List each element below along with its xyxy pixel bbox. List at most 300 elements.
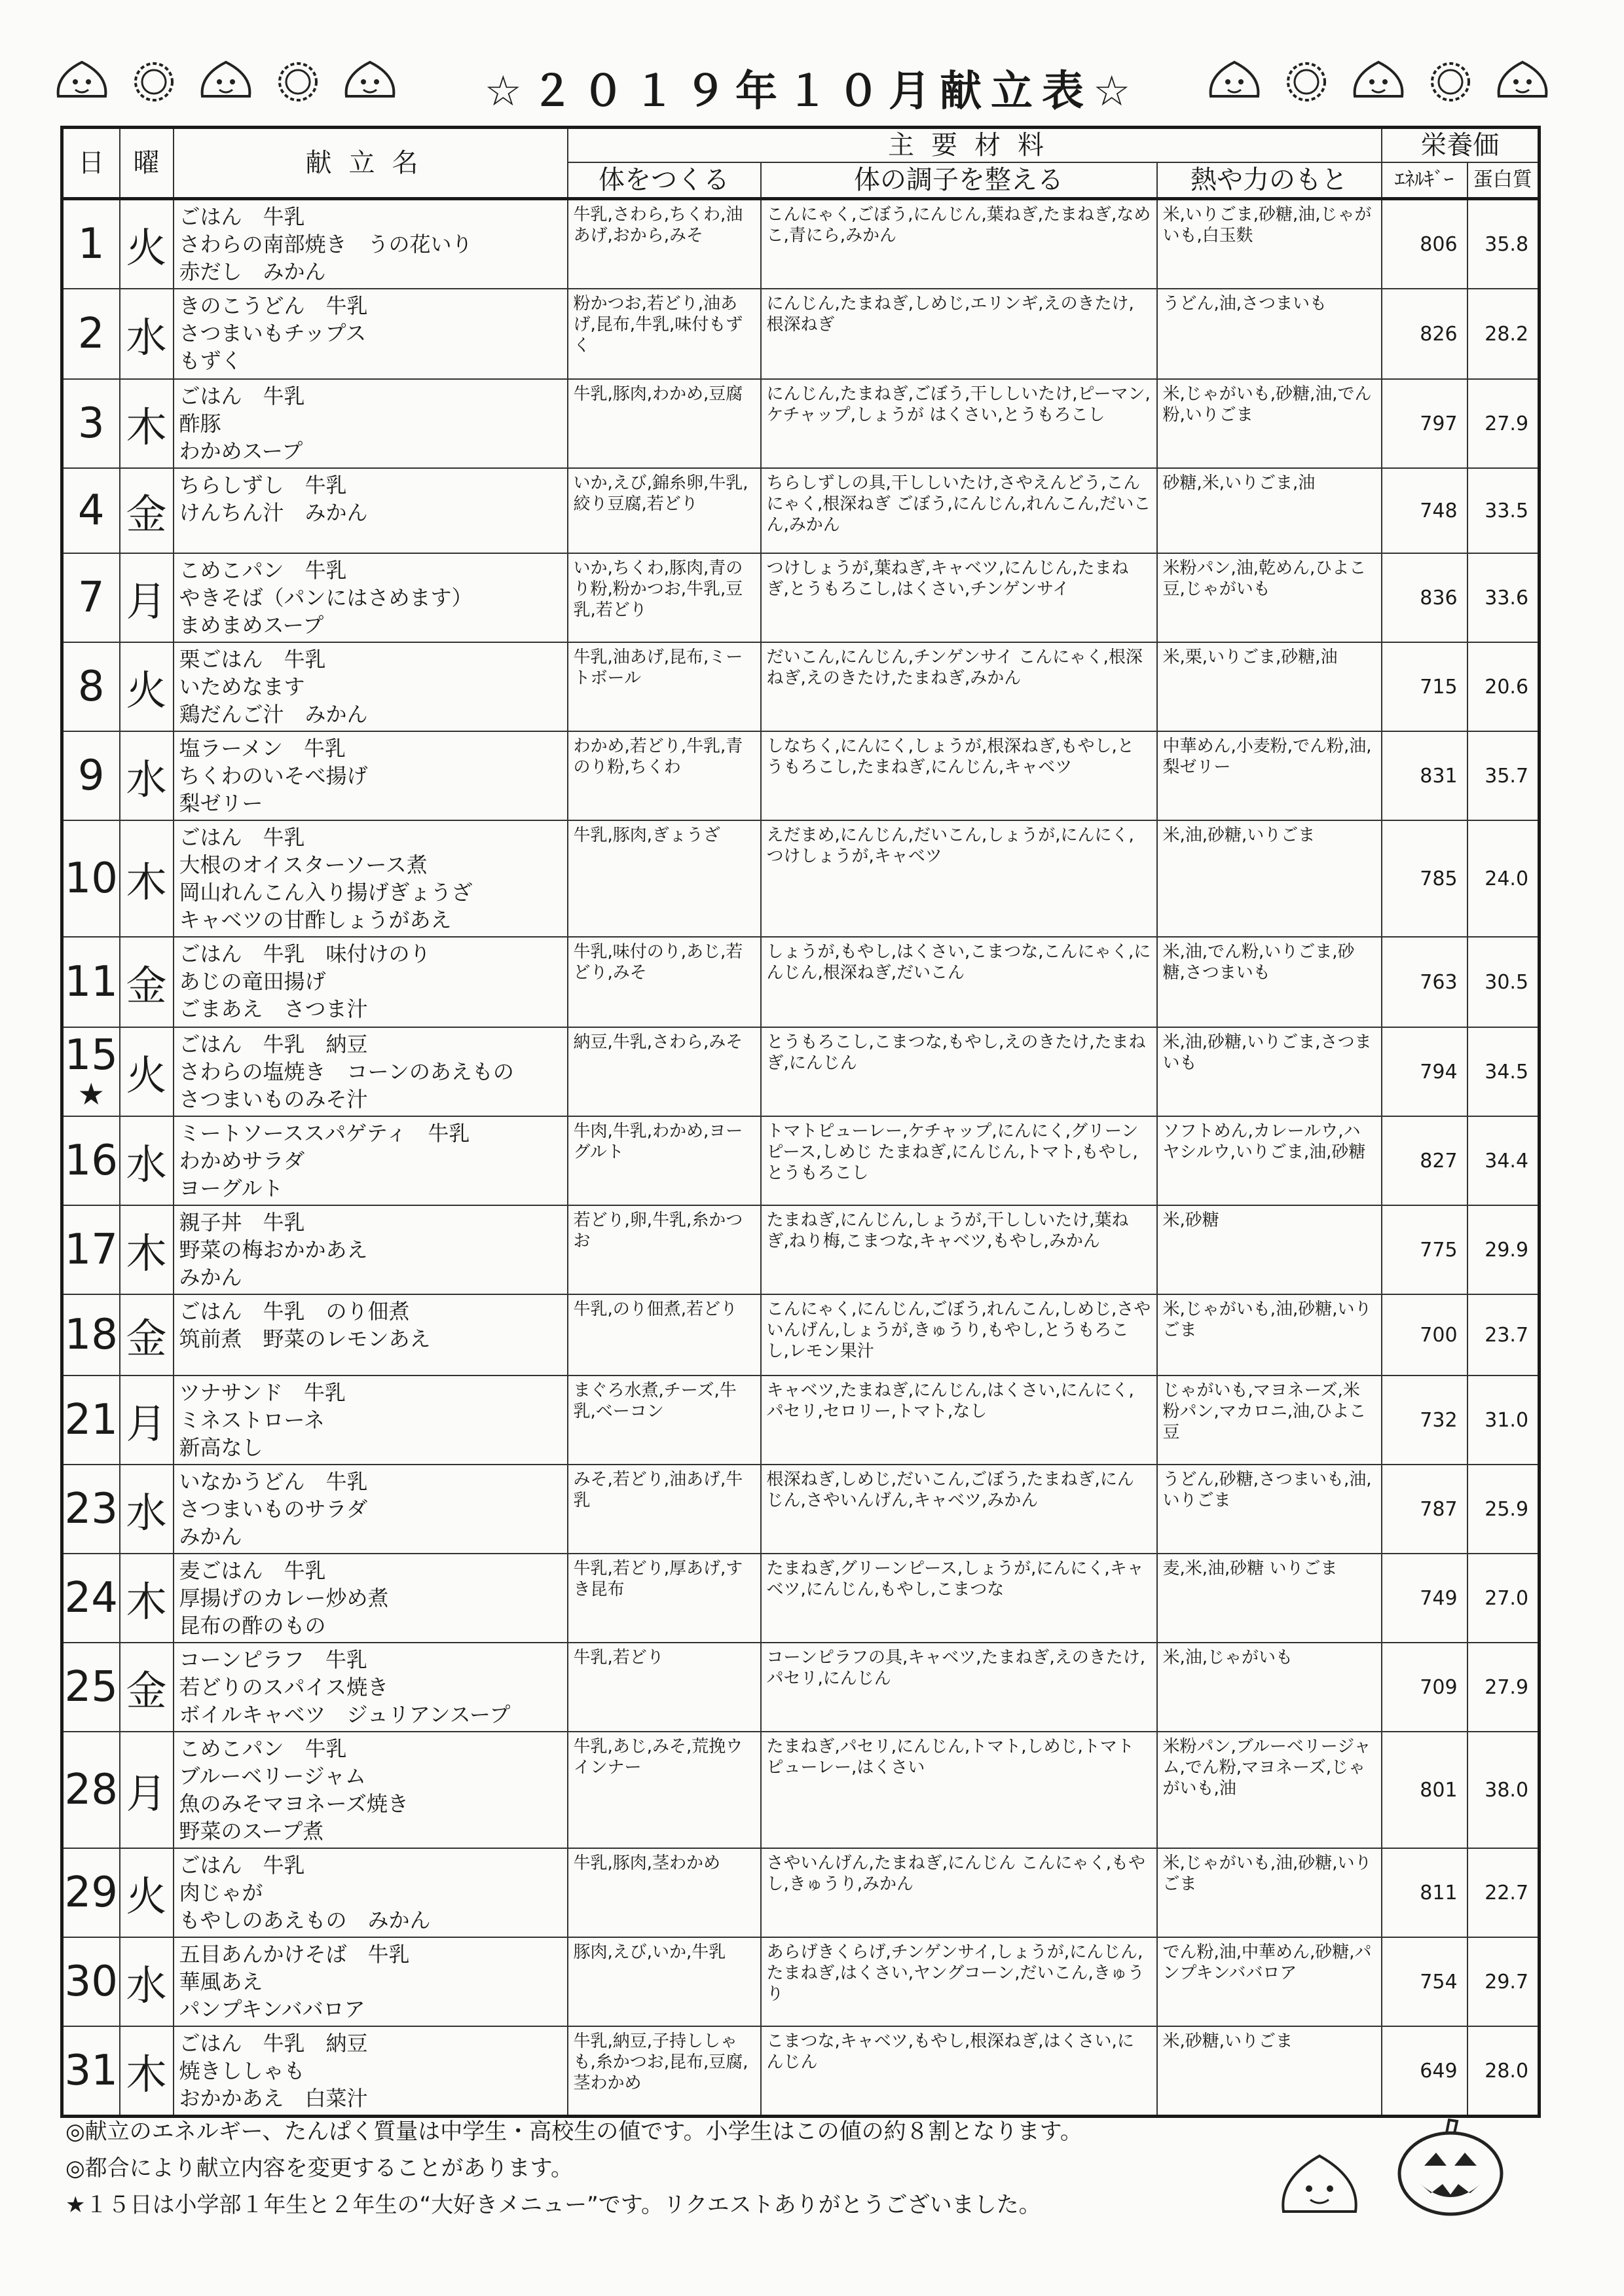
protein-value: 29.9 <box>1467 1205 1540 1294</box>
day-cell <box>62 1554 120 1643</box>
day-number: 16 <box>64 1137 118 1185</box>
body-build-cell: 牛乳,若どり,厚あげ,すき昆布 <box>568 1554 761 1643</box>
day-number: 18 <box>64 1311 118 1359</box>
dish-line: コーンピラフ 牛乳 <box>179 1647 367 1672</box>
day-number: 28 <box>64 1766 118 1814</box>
day-number: 8 <box>77 663 105 711</box>
day-number: 9 <box>77 752 105 800</box>
dish-line: ごはん 牛乳 のり佃煮 <box>179 1299 410 1324</box>
energy-value: 831 <box>1382 731 1467 820</box>
dishes-cell <box>174 553 568 642</box>
menu-row <box>62 1205 1540 1294</box>
dish-line: いなかうどん 牛乳 <box>179 1469 368 1494</box>
dish-line: さわらの南部焼き うの花いり <box>179 232 473 257</box>
body-condition-cell: しなちく,にんにく,しょうが,根深ねぎ,もやし,とうもろこし,たまねぎ,にんじん,キャベツ <box>761 731 1157 820</box>
dish-line: やきそば（パンにはさめます） <box>179 585 473 610</box>
day-number: 21 <box>64 1396 118 1444</box>
day-cell <box>62 468 120 553</box>
header-menu-name: 献立名 <box>174 128 568 199</box>
energy-value: 794 <box>1382 1027 1467 1116</box>
day-number: 31 <box>64 2047 118 2095</box>
body-condition-cell: たまねぎ,パセリ,にんじん,トマト,しめじ,トマトピューレー,はくさい <box>761 1732 1157 1848</box>
dish-line: 若どりのスパイス焼き <box>179 1675 389 1700</box>
weekday-cell: 月 <box>120 1732 174 1848</box>
protein-value: 33.5 <box>1467 468 1540 553</box>
body-build-cell: 牛乳,味付のり,あじ,若どり,みそ <box>568 937 761 1027</box>
dish-line: さわらの塩焼き コーンのあえもの <box>179 1059 514 1084</box>
dish-line: ボイルキャベツ ジュリアンスープ <box>179 1702 511 1727</box>
spiky-chestnut-icon <box>1432 64 1469 100</box>
dish-line: 焼きししゃも <box>179 2058 305 2083</box>
dish-line: さつまいものサラダ <box>179 1497 368 1522</box>
page-title: ☆２０１９年１０月献立表☆ <box>484 67 1140 116</box>
header-body-build: 体をつくる <box>568 162 761 199</box>
day-cell <box>62 1027 120 1116</box>
menu-row <box>62 937 1540 1027</box>
dish-line: わかめサラダ <box>179 1148 305 1173</box>
energy-source-cell: でん粉,油,中華めん,砂糖,パンプキンババロア <box>1157 1937 1382 2026</box>
header-weekday: 曜 <box>120 128 174 199</box>
day-cell <box>62 1376 120 1465</box>
day-number: 25 <box>64 1663 118 1711</box>
weekday-cell: 木 <box>120 2026 174 2117</box>
weekday-cell: 金 <box>120 1643 174 1732</box>
dish-line: さつまいもチップス <box>179 321 367 346</box>
dish-line: ごはん 牛乳 <box>179 825 305 850</box>
dishes-cell <box>174 1554 568 1643</box>
dish-line: まめまめスープ <box>179 613 324 638</box>
protein-value: 28.0 <box>1467 2026 1540 2117</box>
smiling-chestnut-icon <box>1499 62 1547 96</box>
energy-source-cell: 米,じゃがいも,油,砂糖,いりごま <box>1157 1848 1382 1937</box>
day-number: 1 <box>77 220 105 268</box>
dish-line: みかん <box>179 1524 242 1549</box>
energy-value: 836 <box>1382 553 1467 642</box>
energy-value: 763 <box>1382 937 1467 1027</box>
day-number: 7 <box>77 574 105 622</box>
body-condition-cell: トマトピューレー,ケチャップ,にんにく,グリーンピース,しめじ たまねぎ,にんじん,トマト,もやし,とうもろこし <box>761 1116 1157 1205</box>
day-cell <box>62 937 120 1027</box>
dishes-cell <box>174 468 568 553</box>
day-number: 10 <box>64 854 118 903</box>
day-cell <box>62 1643 120 1732</box>
body-condition-cell: とうもろこし,こまつな,もやし,えのきたけ,たまねぎ,にんじん <box>761 1027 1157 1116</box>
menu-row <box>62 820 1540 937</box>
menu-row <box>62 1465 1540 1554</box>
dish-line: 酢豚 <box>179 411 221 436</box>
energy-source-cell: 米粉パン,ブルーベリージャム,でん粉,マヨネーズ,じゃがいも,油 <box>1157 1732 1382 1848</box>
dish-line: もやしのあえもの みかん <box>179 1908 431 1933</box>
body-condition-cell: ちらしずしの具,干ししいたけ,さやえんどう,こんにゃく,根深ねぎ ごぼう,にんじん,れんこん,だいこん,みかん <box>761 468 1157 553</box>
dish-line: 五目あんかけそば 牛乳 <box>179 1942 410 1967</box>
dishes-cell <box>174 820 568 937</box>
dish-line: 野菜のスープ煮 <box>179 1819 324 1844</box>
menu-row <box>62 1027 1540 1116</box>
energy-value: 709 <box>1382 1643 1467 1732</box>
day-cell <box>62 289 120 379</box>
energy-value: 754 <box>1382 1937 1467 2026</box>
menu-row <box>62 1937 1540 2026</box>
menu-row <box>62 1294 1540 1376</box>
header-energy: ｴﾈﾙｷﾞｰ <box>1382 162 1467 199</box>
day-cell <box>62 1848 120 1937</box>
header-body-condition: 体の調子を整える <box>761 162 1157 199</box>
smiling-chestnut-icon <box>1211 62 1259 96</box>
energy-source-cell: 米,いりごま,砂糖,油,じゃがいも,白玉麩 <box>1157 199 1382 289</box>
protein-value: 35.7 <box>1467 731 1540 820</box>
day-cell <box>62 553 120 642</box>
dishes-cell <box>174 379 568 468</box>
dishes-cell <box>174 1205 568 1294</box>
dishes-cell <box>174 642 568 731</box>
energy-value: 806 <box>1382 199 1467 289</box>
pumpkin-jackolantern-icon <box>1399 2120 1502 2214</box>
dish-line: おかかあえ 白菜汁 <box>179 2086 368 2111</box>
body-build-cell: 牛乳,さわら,ちくわ,油あげ,おから,みそ <box>568 199 761 289</box>
body-build-cell: いか,ちくわ,豚肉,青のり粉,粉かつお,牛乳,豆乳,若どり <box>568 553 761 642</box>
body-build-cell: わかめ,若どり,牛乳,青のり粉,ちくわ <box>568 731 761 820</box>
menu-row <box>62 553 1540 642</box>
body-condition-cell: つけしょうが,葉ねぎ,キャベツ,にんじん,たまねぎ,とうもろこし,はくさい,チンゲンサイ <box>761 553 1157 642</box>
body-build-cell: 牛乳,豚肉,茎わかめ <box>568 1848 761 1937</box>
header-nutrition: 栄養価 <box>1382 128 1540 163</box>
day-cell <box>62 1732 120 1848</box>
energy-source-cell: 米,砂糖,いりごま <box>1157 2026 1382 2117</box>
dishes-cell <box>174 289 568 379</box>
dishes-cell <box>174 1465 568 1554</box>
notes <box>65 2113 1310 2223</box>
energy-value: 811 <box>1382 1848 1467 1937</box>
day-number: 24 <box>64 1574 118 1622</box>
energy-source-cell: うどん,砂糖,さつまいも,油,いりごま <box>1157 1465 1382 1554</box>
body-condition-cell: こまつな,キャベツ,もやし,根深ねぎ,はくさい,にんじん <box>761 2026 1157 2117</box>
energy-value: 715 <box>1382 642 1467 731</box>
dish-line: 塩ラーメン 牛乳 <box>179 736 346 761</box>
weekday-cell: 木 <box>120 379 174 468</box>
spiky-chestnut-icon <box>1288 64 1325 100</box>
dishes-cell <box>174 1732 568 1848</box>
weekday-cell: 火 <box>120 1027 174 1116</box>
protein-value: 33.6 <box>1467 553 1540 642</box>
dish-line: もずく <box>179 348 242 373</box>
day-number: 29 <box>64 1868 118 1917</box>
protein-value: 31.0 <box>1467 1376 1540 1465</box>
energy-value: 732 <box>1382 1376 1467 1465</box>
weekday-cell: 木 <box>120 820 174 937</box>
menu-row <box>62 1554 1540 1643</box>
dish-line: ごはん 牛乳 味付けのり <box>179 941 431 966</box>
protein-value: 29.7 <box>1467 1937 1540 2026</box>
header-main-ingredients: 主要材料 <box>568 128 1382 163</box>
dish-line: 野菜の梅おかかあえ <box>179 1237 368 1262</box>
body-build-cell: 牛乳,豚肉,ぎょうざ <box>568 820 761 937</box>
menu-row <box>62 379 1540 468</box>
menu-row <box>62 289 1540 379</box>
energy-source-cell: 米,じゃがいも,砂糖,油,でん粉,いりごま <box>1157 379 1382 468</box>
dish-line: 麦ごはん 牛乳 <box>179 1558 326 1583</box>
weekday-cell: 木 <box>120 1205 174 1294</box>
body-condition-cell: 根深ねぎ,しめじ,だいこん,ごぼう,たまねぎ,にんじん,さやいんげん,キャベツ,みかん <box>761 1465 1157 1554</box>
day-number: 17 <box>64 1226 118 1274</box>
body-build-cell: いか,えび,錦糸卵,牛乳,絞り豆腐,若どり <box>568 468 761 553</box>
weekday-cell: 木 <box>120 1554 174 1643</box>
weekday-cell: 金 <box>120 937 174 1027</box>
smiling-chestnut-icon <box>1355 62 1403 96</box>
body-condition-cell: たまねぎ,にんじん,しょうが,干ししいたけ,葉ねぎ,ねり梅,こまつな,キャベツ,もやし,みかん <box>761 1205 1157 1294</box>
protein-value: 30.5 <box>1467 937 1540 1027</box>
dish-line: パンプキンババロア <box>179 1997 365 2022</box>
day-number: 2 <box>77 310 105 358</box>
weekday-cell: 火 <box>120 1848 174 1937</box>
dish-line: きのこうどん 牛乳 <box>179 293 368 318</box>
dish-line: ツナサンド 牛乳 <box>179 1380 346 1405</box>
dishes-cell <box>174 731 568 820</box>
dish-line: いためなます <box>179 674 305 699</box>
dish-line: 華風あえ <box>179 1969 263 1994</box>
energy-value: 749 <box>1382 1554 1467 1643</box>
body-condition-cell: にんじん,たまねぎ,ごぼう,干ししいたけ,ピーマン,ケチャップ,しょうが はくさい,とうもろこし <box>761 379 1157 468</box>
day-cell <box>62 1294 120 1376</box>
body-build-cell: 牛乳,若どり <box>568 1643 761 1732</box>
body-build-cell: 牛肉,牛乳,わかめ,ヨーグルト <box>568 1116 761 1205</box>
favorite-star-icon: ★ <box>77 1076 105 1112</box>
menu-row <box>62 731 1540 820</box>
dish-line: わかめスープ <box>179 439 303 464</box>
protein-value: 22.7 <box>1467 1848 1540 1937</box>
menu-body <box>62 199 1540 2117</box>
dish-line: 大根のオイスターソース煮 <box>179 852 428 877</box>
protein-value: 20.6 <box>1467 642 1540 731</box>
day-number: 15 <box>64 1031 118 1080</box>
body-build-cell: 牛乳,のり佃煮,若どり <box>568 1294 761 1376</box>
body-condition-cell: しょうが,もやし,はくさい,こまつな,こんにゃく,にんじん,根深ねぎ,だいこん <box>761 937 1157 1027</box>
energy-source-cell: 中華めん,小麦粉,でん粉,油,梨ゼリー <box>1157 731 1382 820</box>
energy-source-cell: ソフトめん,カレールウ,ハヤシルウ,いりごま,油,砂糖 <box>1157 1116 1382 1205</box>
dish-line: ちらしずし 牛乳 <box>179 473 347 498</box>
day-cell <box>62 379 120 468</box>
body-condition-cell: こんにゃく,ごぼう,にんじん,葉ねぎ,たまねぎ,なめこ,青にら,みかん <box>761 199 1157 289</box>
day-cell <box>62 199 120 289</box>
menu-row <box>62 1848 1540 1937</box>
energy-source-cell: 米,砂糖 <box>1157 1205 1382 1294</box>
chestnut-row-right <box>1205 52 1572 111</box>
dish-line: 新高なし <box>179 1435 263 1460</box>
protein-value: 35.8 <box>1467 199 1540 289</box>
day-number: 4 <box>77 486 105 535</box>
body-build-cell: 牛乳,あじ,みそ,荒挽ウインナー <box>568 1732 761 1848</box>
dish-line: ごまあえ さつま汁 <box>179 996 368 1021</box>
dish-line: ごはん 牛乳 納豆 <box>179 2031 368 2056</box>
dish-line: さつまいものみそ汁 <box>179 1087 368 1112</box>
energy-value: 827 <box>1382 1116 1467 1205</box>
menu-table <box>60 126 1541 2118</box>
weekday-cell: 水 <box>120 731 174 820</box>
day-cell <box>62 731 120 820</box>
menu-row <box>62 199 1540 289</box>
protein-value: 27.0 <box>1467 1554 1540 1643</box>
day-cell <box>62 1205 120 1294</box>
note-nutrition: ◎献立のエネルギー、たんぱく質量は中学生・高校生の値です。小学生はこの値の約８割となります。 <box>65 2119 1082 2145</box>
energy-source-cell: 米,じゃがいも,油,砂糖,いりごま <box>1157 1294 1382 1376</box>
energy-source-cell: 米,栗,いりごま,砂糖,油 <box>1157 642 1382 731</box>
energy-value: 801 <box>1382 1732 1467 1848</box>
body-build-cell: 牛乳,納豆,子持ししゃも,糸かつお,昆布,豆腐,茎わかめ <box>568 2026 761 2117</box>
weekday-cell: 水 <box>120 1116 174 1205</box>
energy-value: 826 <box>1382 289 1467 379</box>
title-bar <box>52 46 1572 131</box>
dish-line: ごはん 牛乳 <box>179 1853 305 1878</box>
day-number: 30 <box>64 1958 118 2006</box>
protein-value: 27.9 <box>1467 379 1540 468</box>
day-cell <box>62 642 120 731</box>
day-cell <box>62 1937 120 2026</box>
protein-value: 25.9 <box>1467 1465 1540 1554</box>
body-condition-cell: コーンピラフの具,キャベツ,たまねぎ,えのきたけ,パセリ,にんじん <box>761 1643 1157 1732</box>
body-condition-cell: だいこん,にんじん,チンゲンサイ こんにゃく,根深ねぎ,えのきたけ,たまねぎ,みかん <box>761 642 1157 731</box>
dish-line: 親子丼 牛乳 <box>179 1210 305 1235</box>
weekday-cell: 月 <box>120 553 174 642</box>
body-condition-cell: あらげきくらげ,チンゲンサイ,しょうが,にんじん,たまねぎ,はくさい,ヤングコーン,だいこん,きゅうり <box>761 1937 1157 2026</box>
body-build-cell: 粉かつお,若どり,油あげ,昆布,牛乳,味付もずく <box>568 289 761 379</box>
weekday-cell: 火 <box>120 642 174 731</box>
weekday-cell: 金 <box>120 1294 174 1376</box>
energy-value: 700 <box>1382 1294 1467 1376</box>
note-change: ◎都合により献立内容を変更することがあります。 <box>65 2155 573 2181</box>
day-cell <box>62 1116 120 1205</box>
chestnut-character-icon <box>1283 2156 1356 2212</box>
dish-line: ごはん 牛乳 納豆 <box>179 1032 368 1057</box>
dishes-cell <box>174 937 568 1027</box>
dish-line: みかん <box>179 1265 242 1290</box>
dishes-cell <box>174 2026 568 2117</box>
dish-line: 梨ゼリー <box>179 791 263 816</box>
energy-value: 649 <box>1382 2026 1467 2117</box>
dish-line: 岡山れんこん入り揚げぎょうざ <box>179 880 473 905</box>
body-build-cell: みそ,若どり,油あげ,牛乳 <box>568 1465 761 1554</box>
protein-value: 28.2 <box>1467 289 1540 379</box>
menu-row <box>62 1732 1540 1848</box>
energy-source-cell: 砂糖,米,いりごま,油 <box>1157 468 1382 553</box>
dish-line: キャベツの甘酢しょうがあえ <box>179 907 452 932</box>
body-build-cell: 牛乳,油あげ,昆布,ミートボール <box>568 642 761 731</box>
dish-line: ちくわのいそべ揚げ <box>179 763 368 788</box>
body-condition-cell: えだまめ,にんじん,だいこん,しょうが,にんにく,つけしょうが,キャベツ <box>761 820 1157 937</box>
energy-source-cell: 米粉パン,油,乾めん,ひよこ豆,じゃがいも <box>1157 553 1382 642</box>
body-build-cell: 牛乳,豚肉,わかめ,豆腐 <box>568 379 761 468</box>
dish-line: ごはん 牛乳 <box>179 384 305 409</box>
header-protein: 蛋白質 <box>1467 162 1540 199</box>
dish-line: 魚のみそマヨネーズ焼き <box>179 1791 409 1816</box>
dish-line: ミネストローネ <box>179 1408 325 1432</box>
energy-value: 797 <box>1382 379 1467 468</box>
protein-value: 23.7 <box>1467 1294 1540 1376</box>
dishes-cell <box>174 199 568 289</box>
energy-value: 775 <box>1382 1205 1467 1294</box>
protein-value: 38.0 <box>1467 1732 1540 1848</box>
menu-row <box>62 1116 1540 1205</box>
dish-line: ブルーベリージャム <box>179 1764 366 1789</box>
dish-line: 筑前煮 野菜のレモンあえ <box>179 1326 431 1351</box>
dishes-cell <box>174 1376 568 1465</box>
day-cell <box>62 820 120 937</box>
dish-line: こめこパン 牛乳 <box>179 558 347 583</box>
dish-line: 赤だし みかん <box>179 259 326 284</box>
body-condition-cell: たまねぎ,グリーンピース,しょうが,にんにく,キャベツ,にんじん,もやし,こまつな <box>761 1554 1157 1643</box>
weekday-cell: 金 <box>120 468 174 553</box>
day-number: 11 <box>64 958 118 1006</box>
protein-value: 34.4 <box>1467 1116 1540 1205</box>
energy-source-cell: 米,油,砂糖,いりごま <box>1157 820 1382 937</box>
menu-row <box>62 2026 1540 2117</box>
day-number: 23 <box>64 1485 118 1533</box>
protein-value: 24.0 <box>1467 820 1540 937</box>
menu-row <box>62 1376 1540 1465</box>
energy-value: 787 <box>1382 1465 1467 1554</box>
body-condition-cell: キャベツ,たまねぎ,にんじん,はくさい,にんにく,パセリ,セロリー,トマト,なし <box>761 1376 1157 1465</box>
dish-line: こめこパン 牛乳 <box>179 1736 347 1761</box>
energy-source-cell: 米,油,砂糖,いりごま,さつまいも <box>1157 1027 1382 1116</box>
energy-value: 748 <box>1382 468 1467 553</box>
body-condition-cell: こんにゃく,にんじん,ごぼう,れんこん,しめじ,さやいんげん,しょうが,きゅうり,もやし,とうもろこし,レモン果汁 <box>761 1294 1157 1376</box>
weekday-cell: 水 <box>120 289 174 379</box>
energy-source-cell: 麦,米,油,砂糖 いりごま <box>1157 1554 1382 1643</box>
energy-source-cell: 米,油,でん粉,いりごま,砂糖,さつまいも <box>1157 937 1382 1027</box>
body-build-cell: 若どり,卵,牛乳,糸かつお <box>568 1205 761 1294</box>
body-build-cell: まぐろ水煮,チーズ,牛乳,ベーコン <box>568 1376 761 1465</box>
day-number: 3 <box>77 399 105 448</box>
weekday-cell: 月 <box>120 1376 174 1465</box>
energy-value: 785 <box>1382 820 1467 937</box>
energy-source-cell: じゃがいも,マヨネーズ,米粉パン,マカロニ,油,ひよこ豆 <box>1157 1376 1382 1465</box>
body-condition-cell: さやいんげん,たまねぎ,にんじん こんにゃく,もやし,きゅうり,みかん <box>761 1848 1157 1937</box>
energy-source-cell: うどん,油,さつまいも <box>1157 289 1382 379</box>
dish-line: 栗ごはん 牛乳 <box>179 647 326 672</box>
dishes-cell <box>174 1643 568 1732</box>
protein-value: 27.9 <box>1467 1643 1540 1732</box>
dishes-cell <box>174 1848 568 1937</box>
protein-value: 34.5 <box>1467 1027 1540 1116</box>
dishes-cell <box>174 1937 568 2026</box>
dishes-cell <box>174 1027 568 1116</box>
menu-row <box>62 642 1540 731</box>
dish-line: ミートソーススパゲティ 牛乳 <box>179 1121 470 1146</box>
body-condition-cell: にんじん,たまねぎ,しめじ,エリンギ,えのきたけ,根深ねぎ <box>761 289 1157 379</box>
dishes-cell <box>174 1116 568 1205</box>
weekday-cell: 水 <box>120 1465 174 1554</box>
dish-line: 肉じゃが <box>179 1880 263 1905</box>
body-build-cell: 豚肉,えび,いか,牛乳 <box>568 1937 761 2026</box>
menu-row <box>62 468 1540 553</box>
dish-line: 鶏だんご汁 みかん <box>179 702 368 727</box>
dish-line: ごはん 牛乳 <box>179 204 305 229</box>
halloween-illustration <box>1274 2115 1536 2226</box>
note-request: ★１５日は小学部１年生と２年生の“大好きメニュー”です。リクエストありがとうございました。 <box>65 2192 1041 2218</box>
dish-line: あじの竜田揚げ <box>179 969 326 994</box>
dish-line: けんちん汁 みかん <box>179 500 368 525</box>
dishes-cell <box>174 1294 568 1376</box>
day-cell <box>62 1465 120 1554</box>
energy-source-cell: 米,油,じゃがいも <box>1157 1643 1382 1732</box>
menu-row <box>62 1643 1540 1732</box>
weekday-cell: 火 <box>120 199 174 289</box>
dish-line: 厚揚げのカレー炒め煮 <box>179 1586 389 1611</box>
dish-line: 昆布の酢のもの <box>179 1613 326 1638</box>
day-cell <box>62 2026 120 2117</box>
dish-line: ヨーグルト <box>179 1176 284 1201</box>
header-energy-source: 熱や力のもと <box>1157 162 1382 199</box>
body-build-cell: 納豆,牛乳,さわら,みそ <box>568 1027 761 1116</box>
header-day: 日 <box>62 128 120 199</box>
